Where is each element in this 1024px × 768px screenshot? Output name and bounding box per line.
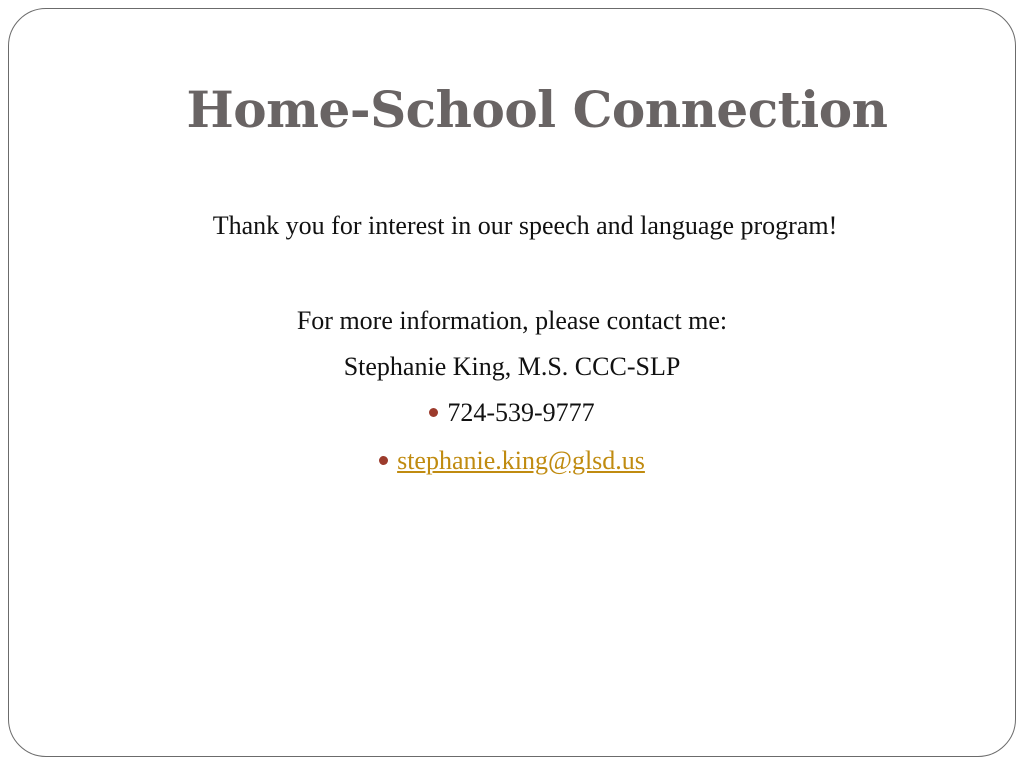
phone-number: 724-539-9777	[447, 398, 595, 427]
phone-item	[0, 398, 1024, 428]
bullet-icon	[379, 456, 388, 465]
bullet-icon	[429, 408, 438, 417]
email-item	[0, 446, 1024, 476]
slide-title: Home-School Connection	[186, 80, 888, 139]
email-link[interactable]: stephanie.king@glsd.us	[397, 446, 645, 475]
more-info-text: For more information, please contact me:	[296, 306, 728, 335]
thank-you-text: Thank you for interest in our speech and language program!	[212, 211, 838, 240]
contact-name: Stephanie King, M.S. CCC-SLP	[343, 352, 681, 381]
